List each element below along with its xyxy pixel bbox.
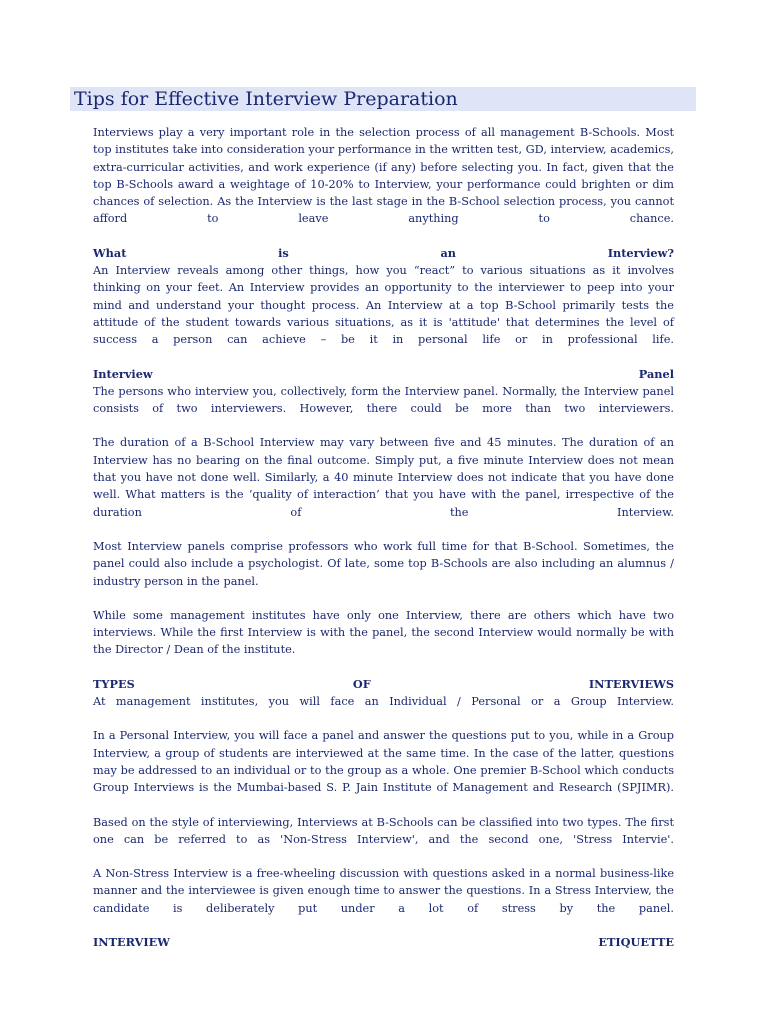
what-heading: [93, 245, 674, 262]
nonstress-paragraph: A Non-Stress Interview is a free-wheeling discussion with questions asked in a normal business-like manner and the interviewee is given enough time to answer the questions. In a Stress Interview, the candidate is deliberately put under a lot of stress by the panel.: [93, 867, 674, 915]
types-heading: [93, 676, 674, 693]
types-section: [93, 676, 674, 711]
heading-word: Panel: [638, 366, 674, 381]
panel-paragraph: The persons who interview you, collectively, form the Interview panel. Normally, the Interview panel consists of two interviewers. However, there could be more than two interviewers.: [93, 384, 674, 416]
heading-word: INTERVIEW: [93, 934, 170, 949]
heading-word: OF: [352, 676, 371, 691]
personal-paragraph: In a Personal Interview, you will face a panel and answer the questions put to you, while in a Group Interview, a group of students are interviewed at the same time. In the case of the latter, questions may be addressed to an individual or to the group as a whole. One premier B-School which conducts Group Interviews is the Mumbai-based S. P. Jain Institute of Management and Research (SPJIMR).: [93, 729, 674, 795]
types-paragraph: At management institutes, you will face an Individual / Personal or a Group Interview.: [93, 695, 674, 709]
heading-word: Interview: [93, 366, 153, 381]
document-body: [93, 124, 674, 951]
professors-paragraph: Most Interview panels comprise professors who work full time for that B-School. Sometimes, the panel could also include a psychologist. Of late, some top B-Schools are also including an alumnus / industry person in the panel.: [93, 539, 674, 588]
what-section: [93, 245, 674, 349]
intro-paragraph: Interviews play a very important role in the selection process of all management B-Schools. Most top institutes take into consideration your performance in the written test, GD, interview, academics, extra-curricular activities, and work experience (if any) before selecting you. In fact, given that the top B-Schools award a weightage of 10-20% to Interview, your performance could brighten or dim chances of selection. As the Interview is the last stage in the B-School selection process, you cannot afford to leave anything to chance.: [93, 126, 674, 226]
heading-word: is: [278, 245, 289, 260]
heading-word: INTERVIEWS: [588, 676, 674, 691]
duration-paragraph: The duration of a B-School Interview may vary between five and 45 minutes. The duration of an Interview has no bearing on the final outcome. Simply put, a five minute Interview does not mean that you have not done well. Similarly, a 40 minute Interview does not indicate that you have done well. What matters is the ‘quality of interaction’ that you have with the panel, irrespective of the duration of the Interview.: [93, 436, 674, 519]
heading-word: ETIQUETTE: [598, 934, 674, 949]
heading-word: What: [93, 245, 127, 260]
what-paragraph: An Interview reveals among other things, how you “react” to various situations as it involves thinking on your feet. An Interview provides an opportunity to the interviewer to peep into your mind and understand your thought process. An Interview at a top B-School primarily tests the attitude of the student towards various situations, as it is 'attitude' that determines the level of success a person can achieve – be it in personal life or in professional life.: [93, 264, 674, 347]
heading-word: an: [440, 245, 457, 260]
document-title: Tips for Effective Interview Preparation: [74, 88, 458, 110]
panel-section: [93, 366, 674, 418]
title-bar: [70, 87, 696, 111]
etiquette-heading: [93, 934, 674, 951]
style-paragraph: Based on the style of interviewing, Interviews at B-Schools can be classified into two types. The first one can be referred to as 'Non-Stress Interview', and the second one, 'Stress Intervie'.: [93, 815, 674, 846]
panel-heading: [93, 366, 674, 383]
heading-word: TYPES: [93, 676, 135, 691]
two-interviews-paragraph: While some management institutes have only one Interview, there are others which have two interviews. While the first Interview is with the panel, the second Interview would normally be with the Director / Dean of the institute.: [93, 608, 674, 657]
heading-word: Interview?: [607, 245, 674, 260]
